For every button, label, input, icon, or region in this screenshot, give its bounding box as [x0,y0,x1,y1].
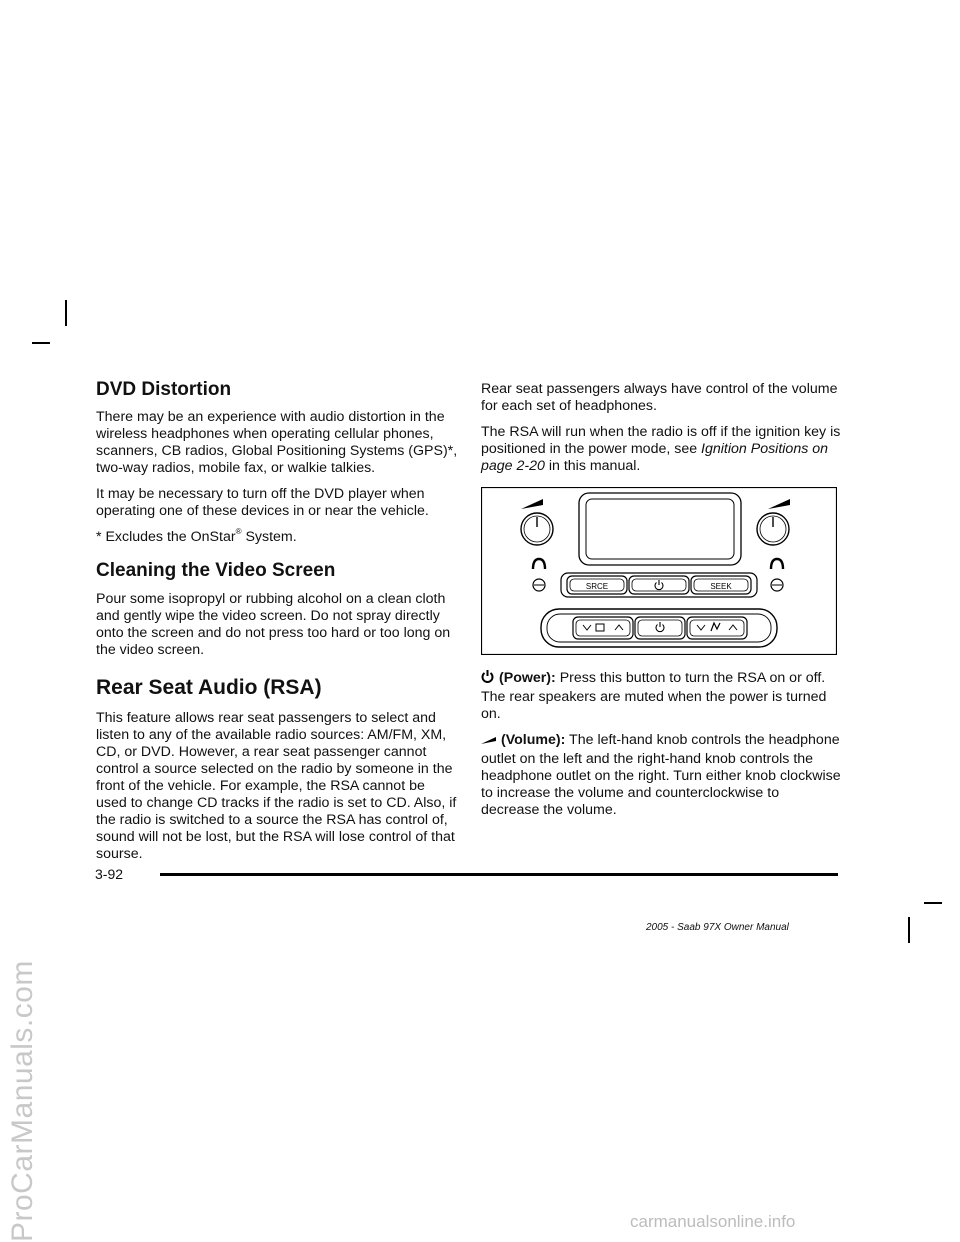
display-screen-inner [586,499,734,559]
rsa-control-panel-figure [481,487,837,655]
ignition-text-end: in this manual. [544,458,641,474]
power-label: (Power): [499,670,556,686]
paragraph-volume-control: Rear seat passengers always have control of the volume for each set of headphones. [481,381,838,414]
paragraph-rsa: This feature allows rear seat passengers to select and listen to any of the available radio sources: AM/FM, XM, CD, or DVD. However, a rear seat passenger cannot control a source selected on the radio by someone in the front of the vehicle. For example, the RSA cannot be used to change CD tracks if the radio is set to CD. Also, if the radio is switched to a source the RSA has control of, sound will not be lost, but the RSA will lose control of that sourse. [96,710,457,862]
bottom-watermark: carmanualsonline.info [630,1212,796,1231]
onstar-system-text: System. [241,529,297,545]
srce-label: SRCE [585,582,609,591]
heading-cleaning-video-screen: Cleaning the Video Screen [96,560,336,581]
paragraph-dvd-2: It may be necessary to turn off the DVD player when operating one of these devices in or near the vehicle. [96,486,429,519]
volume-description: The left-hand knob controls the headphone outlet on the left and the right-hand knob controls the headphone outlet on the right. Turn either knob clockwise to increase the volume and counterclockwise to decrease the volume. [481,732,841,818]
left-column [96,378,458,872]
heading-dvd-distortion: DVD Distortion [96,379,232,400]
power-icon [481,669,494,689]
heading-rear-seat-audio: Rear Seat Audio (RSA) [96,676,322,699]
seek-label: SEEK [710,582,732,591]
volume-icon [481,734,496,751]
paragraph-cleaning: Pour some isopropyl or rubbing alcohol on a clean cloth and gently wipe the video screen. Do not spray directly onto the screen and do not press too hard or too long on the video screen. [96,591,451,658]
rsa-panel-illustration [481,487,837,655]
page-number: 3-92 [95,866,124,882]
side-watermark: ProCarManuals.com [6,960,39,1242]
ignition-text: The RSA will run when the radio is off if the ignition key is positioned in the power mode, see [481,424,841,457]
registered-mark: ® [235,527,242,536]
onstar-text: * Excludes the OnStar [96,529,236,545]
ignition-positions-link[interactable]: Ignition Positions on page 2-20 [481,441,829,474]
crop-mark-top-horizontal [32,342,50,344]
crop-mark-bottom-horizontal [924,902,942,904]
crop-mark-top-vertical [65,300,67,326]
power-description: Press this button to turn the RSA on or off. The rear speakers are muted when the power is turned on. [481,670,827,722]
paragraph-dvd-1: There may be an experience with audio distortion in the wireless headphones when operating cellular phones, scanners, CB radios, Global Positioning Systems (GPS)*, two-way radios, mobile fax, or walkie talkies. [96,409,458,476]
paragraph-onstar [96,529,458,546]
footer-rule [160,873,838,876]
crop-mark-bottom-vertical [908,917,910,943]
volume-label: (Volume): [501,732,566,748]
manual-title: 2005 - Saab 97X Owner Manual [646,922,789,933]
paragraph-power [481,669,841,723]
paragraph-ignition [481,424,841,475]
right-column [481,381,841,828]
paragraph-volume [481,732,841,819]
